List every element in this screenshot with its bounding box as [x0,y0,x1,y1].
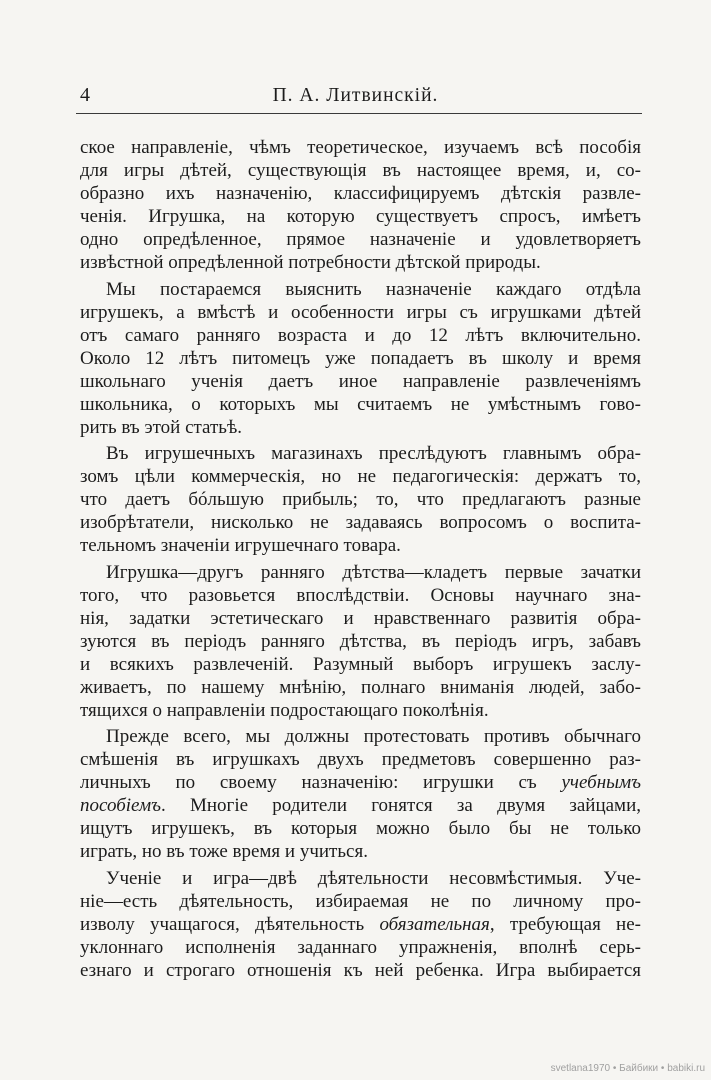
text-line: езнаго и строгаго отношенія къ ней ребенка. Игра выбирается [80,959,641,981]
text-line: Игрушка—другъ ранняго дѣтства—кладетъ первые зачатки [106,561,641,583]
text-line: изобрѣтатели, нисколько не задаваясь вопросомъ о воспита- [80,512,641,533]
text-line: игрушекъ, а вмѣстѣ и особенности игры съ игрушками дѣтей [80,301,641,323]
text-line: ченія. Игрушка, на которую существуетъ спросъ, имѣетъ [80,206,641,227]
page-number: 4 [80,84,90,106]
text-line: отъ самаго ранняго возраста и до 12 лѣтъ включительно. [80,324,641,346]
text-line: зомъ цѣли коммерческія, но не педагогическія: держатъ то, [80,466,641,487]
text-line: нія, задатки эстетическаго и нравственнаго развитія обра- [80,607,641,629]
paragraph [80,725,641,863]
text-line: Около 12 лѣтъ питомецъ уже попадаетъ въ школу и время [80,347,641,369]
text-line: ніе—есть дѣятельность, избираемая не по личному про- [80,890,641,912]
text-line: рить въ этой статьѣ. [80,416,243,438]
text-segment: , требующая не- [489,913,641,935]
text-line: Прежде всего, мы должны протестовать противъ обычнаго [106,726,641,747]
text-line: Ученіе и игра—двѣ дѣятельности несовмѣстимыя. Уче- [106,867,641,889]
italic-text: пособіемъ [80,795,161,816]
text-line: для игры дѣтей, существующія въ настоящее время, и, со- [80,160,641,181]
paragraph [80,278,641,439]
text-segment: . Многіе родители гонятся за двумя зайцами, [161,795,641,816]
text-line [80,771,641,794]
text-line: Мы постараемся выяснить назначеніе каждаго отдѣла [106,278,641,300]
watermark: svetlana1970 • Байбики • babiki.ru [550,1063,705,1074]
text-line: школьнаго ученія даетъ иное направленіе развлеченіямъ [80,370,641,392]
text-line: образно ихъ назначенію, классифицируемъ дѣтскія развле- [80,183,641,204]
text-line: Въ игрушечныхъ магазинахъ преслѣдуютъ главнымъ обра- [106,443,641,464]
paragraph [80,867,641,982]
text-line: играть, но въ тоже время и учиться. [80,841,368,862]
text-line: ское направленіе, чѣмъ теоретическое, изучаемъ всѣ пособія [80,137,641,158]
header-rule [76,113,642,114]
text-body [80,136,641,982]
paragraph [80,136,641,274]
text-line: уклоннаго исполненія заданнаго упражненія, вполнѣ серь- [80,936,641,958]
text-segment: личныхъ по своему назначенію: игрушки съ [80,772,562,793]
text-line: школьника, о которыхъ мы считаемъ не умѣстнымъ гово- [80,393,641,415]
text-line [80,913,641,936]
text-line: одно опредѣленное, прямое назначеніе и удовлетворяетъ [80,229,641,250]
paragraph [80,442,641,557]
text-line: и всякихъ развлеченій. Разумный выборъ игрушекъ заслу- [80,653,641,675]
italic-text: обязательная [379,913,490,935]
italic-text: учебнымъ [561,772,641,793]
text-line: живаетъ, по нашему мнѣнію, полнаго вниманія людей, забо- [80,676,641,698]
text-line: тельномъ значеніи игрушечнаго товара. [80,535,401,556]
text-line: того, что разовьется впослѣдствіи. Основы научнаго зна- [80,584,641,606]
running-title: П. А. Литвинскій. [272,85,439,106]
text-line: зуются въ періодъ ранняго дѣтства, въ періодъ игръ, забавъ [80,630,641,652]
text-line: смѣшенія въ игрушкахъ двухъ предметовъ совершенно раз- [80,749,641,770]
text-line: что даетъ бóльшую прибыль; то, что предлагаютъ разные [80,489,641,510]
text-line: извѣстной опредѣленной потребности дѣтской природы. [80,252,541,273]
text-segment: изволу учащагося, дѣятельность [80,913,380,935]
text-line: тящихся о направленіи подростающаго поколѣнія. [80,699,489,721]
paragraph [80,561,641,722]
text-line [80,794,641,817]
text-line: ищутъ игрушекъ, въ которыя можно было бы не только [80,818,641,839]
